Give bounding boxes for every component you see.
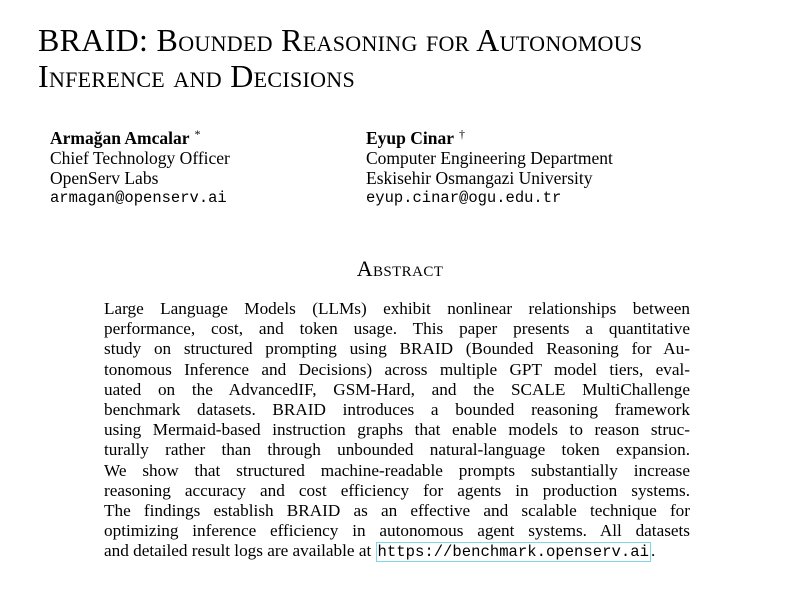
abstract-line-text: and detailed result logs are available at [104,541,376,561]
author-name: Eyup Cinar [366,128,455,148]
author-email[interactable]: eyup.cinar@ogu.edu.tr [366,189,562,207]
abstract-line: study on structured prompting using BRAID (Bounded Reasoning for Au- [104,339,690,359]
abstract-line: tonomous Inference and Decisions) across multiple GPT model tiers, eval- [104,359,690,379]
footnote-mark[interactable]: † [459,127,466,141]
abstract-line: Large Language Models (LLMs) exhibit nonlinear relationships between [104,299,690,318]
author-name: Armağan Amcalar [50,128,190,148]
abstract-heading: Abstract [356,256,444,281]
abstract-line: uated on the AdvancedIF, GSM-Hard, and the SCALE MultiChallenge [104,379,690,399]
author-org: OpenServ Labs [50,168,159,188]
author-block-1 [50,124,230,208]
paper-title [38,22,778,94]
abstract-line: We show that structured machine-readable prompts substantially increase [104,460,690,480]
abstract-body [104,299,690,563]
abstract-line: turally rather than through unbounded natural-language token expansion. [104,440,690,460]
abstract-line: benchmark datasets. BRAID introduces a bounded reasoning framework [104,400,690,420]
author-org: Eskisehir Osmangazi University [366,168,593,188]
benchmark-link[interactable]: https://benchmark.openserv.ai [377,543,649,562]
abstract-line: reasoning accuracy and cost efficiency for agents in production systems. [104,480,690,500]
author-role: Chief Technology Officer [50,148,230,168]
title-line-1: BRAID: Bounded Reasoning for Autonomous [38,22,643,58]
author-block-2 [366,124,613,208]
abstract-last-line [104,541,690,562]
footnote-mark[interactable]: * [194,127,201,141]
abstract-line: optimizing inference efficiency in autonomous agent systems. All datasets [104,521,690,541]
abstract-line: performance, cost, and token usage. This paper presents a quantitative [104,319,690,339]
abstract-line: using Mermaid-based instruction graphs that enable models to reason struc- [104,420,690,440]
abstract-line-end: . [650,541,656,561]
title-line-2: Inference and Decisions [38,58,356,94]
author-role: Computer Engineering Department [366,148,613,168]
author-email[interactable]: armagan@openserv.ai [50,189,227,207]
abstract-line: The findings establish BRAID as an effective and scalable technique for [104,501,690,521]
